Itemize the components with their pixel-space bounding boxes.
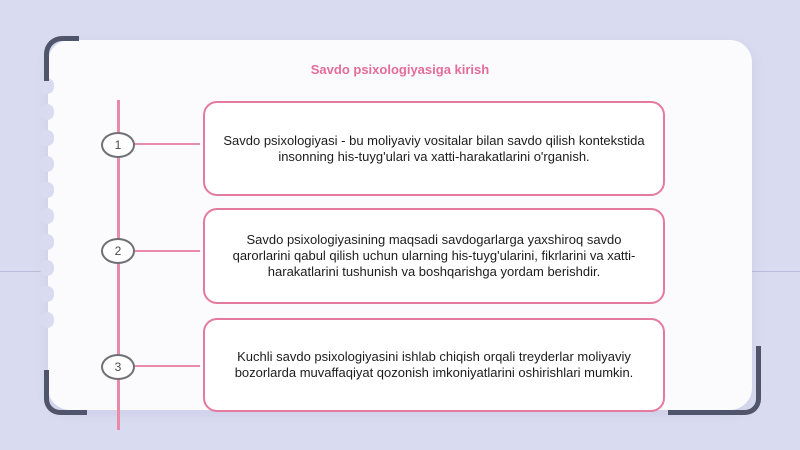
card-notch: [40, 104, 54, 120]
card-notch: [40, 260, 54, 276]
step-text-box: [203, 318, 665, 412]
step-text: Savdo psixologiyasi - bu moliyaviy vositalar bilan savdo qilish kontekstida insonning his-tuyg'ulari va xatti-harakatlarini o'rganish.: [223, 132, 645, 164]
step-number-circle: 2: [101, 238, 135, 264]
step-number-circle: 3: [101, 354, 135, 380]
step-text: Kuchli savdo psixologiyasini ishlab chiqish orqali treyderlar moliyaviy bozorlarda muvaffaqiyat qozonish imkoniyatlarini oshirishlari mumkin.: [234, 349, 634, 380]
card-notch: [40, 182, 54, 198]
corner-bracket-bottom-right: [668, 346, 761, 415]
card-notch: [40, 156, 54, 172]
step-text-box: [203, 208, 665, 304]
corner-bracket-bottom-left: [44, 370, 87, 415]
card-notch: [40, 312, 54, 328]
step-text-box: [203, 101, 665, 196]
card-notch: [40, 286, 54, 302]
slide-title: Savdo psixologiyasiga kirish: [310, 62, 490, 77]
card-notch: [40, 208, 54, 224]
step-connector: [134, 250, 200, 252]
card-notch: [40, 130, 54, 146]
step-connector: [134, 143, 200, 145]
step-number-circle: 1: [101, 132, 135, 158]
step-connector: [134, 365, 200, 367]
card-notch: [40, 234, 54, 250]
step-text: Savdo psixologiyasining maqsadi savdogarlarga yaxshiroq savdo qarorlarini qabul qilish uchun ularning his-tuyg'ularini, fikrlarini va xatti-harakatlarini tushunish va boshqarishga yordam berishdir.: [232, 232, 636, 279]
